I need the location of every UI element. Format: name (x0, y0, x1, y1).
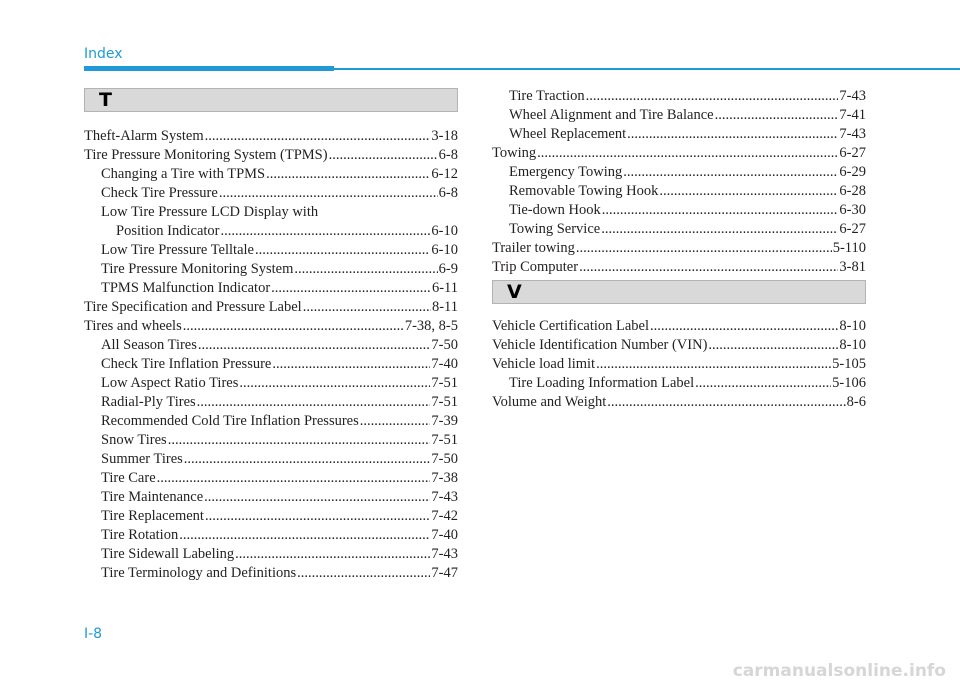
watermark-text: carmanualsonline.info (732, 661, 946, 681)
index-subentry: Tire Maintenance ..... 7-43 (101, 488, 458, 507)
index-subentry: Emergency Towing ..... 6-29 (509, 163, 866, 182)
index-entry: Trip Computer ..... 3-81 (492, 258, 866, 277)
index-subentry: Changing a Tire with TPMS ..... 6-12 (101, 165, 458, 184)
index-entry: Theft-Alarm System ..... 3-18 (84, 127, 458, 146)
index-subentry: Tire Replacement ..... 7-42 (101, 507, 458, 526)
index-subentry: TPMS Malfunction Indicator ..... 6-11 (101, 279, 458, 298)
index-subentry: Towing Service ..... 6-27 (509, 220, 866, 239)
section-letter-t: T (99, 89, 112, 111)
index-subentry: Tire Traction ..... 7-43 (509, 87, 866, 106)
index-subentry: Wheel Replacement ..... 7-43 (509, 125, 866, 144)
index-subentry: Radial-Ply Tires ..... 7-51 (101, 393, 458, 412)
index-entry: Vehicle load limit ..... 5-105 (492, 355, 866, 374)
index-subentry: Tire Loading Information Label ..... 5-106 (509, 374, 866, 393)
index-subentry-continued: Position Indicator ..... 6-10 (116, 222, 458, 241)
index-subentry: Removable Towing Hook ..... 6-28 (509, 182, 866, 201)
page-header-title: Index (84, 46, 123, 62)
index-subentry: Tire Care ..... 7-38 (101, 469, 458, 488)
index-subentry: Snow Tires ..... 7-51 (101, 431, 458, 450)
index-entry: Tires and wheels ..... 7-38, 8-5 (84, 317, 458, 336)
index-subentry: Check Tire Pressure ..... 6-8 (101, 184, 458, 203)
header-rule-thin (334, 68, 960, 70)
index-subentry: Wheel Alignment and Tire Balance ..... 7-41 (509, 106, 866, 125)
index-subentry: Summer Tires ..... 7-50 (101, 450, 458, 469)
section-header-t (84, 88, 458, 112)
index-subentry: Check Tire Inflation Pressure ..... 7-40 (101, 355, 458, 374)
index-subentry: Low Aspect Ratio Tires ..... 7-51 (101, 374, 458, 393)
index-subentry: All Season Tires ..... 7-50 (101, 336, 458, 355)
header-rule-thick (84, 66, 334, 71)
index-subentry: Tire Sidewall Labeling ..... 7-43 (101, 545, 458, 564)
section-header-v (492, 280, 866, 304)
index-subentry: Tire Pressure Monitoring System ..... 6-9 (101, 260, 458, 279)
index-subentry: Tie-down Hook ..... 6-30 (509, 201, 866, 220)
index-subentry: Tire Terminology and Definitions ..... 7-47 (101, 564, 458, 583)
index-entry: Volume and Weight ..... 8-6 (492, 393, 866, 412)
index-subentry: Recommended Cold Tire Inflation Pressures ..... 7-39 (101, 412, 458, 431)
section-letter-v: V (507, 281, 522, 303)
index-subentry: Tire Rotation ..... 7-40 (101, 526, 458, 545)
index-subentry: Low Tire Pressure Telltale ..... 6-10 (101, 241, 458, 260)
index-entry: Vehicle Identification Number (VIN) ..... 8-10 (492, 336, 866, 355)
index-subentry: Low Tire Pressure LCD Display with (101, 204, 319, 220)
index-entry: Tire Specification and Pressure Label ..... 8-11 (84, 298, 458, 317)
index-entry: Trailer towing ..... 5-110 (492, 239, 866, 258)
index-entry: Towing ..... 6-27 (492, 144, 866, 163)
index-entry: Vehicle Certification Label ..... 8-10 (492, 317, 866, 336)
page-number: I-8 (84, 626, 103, 642)
index-entry: Tire Pressure Monitoring System (TPMS) ..... 6-8 (84, 146, 458, 165)
